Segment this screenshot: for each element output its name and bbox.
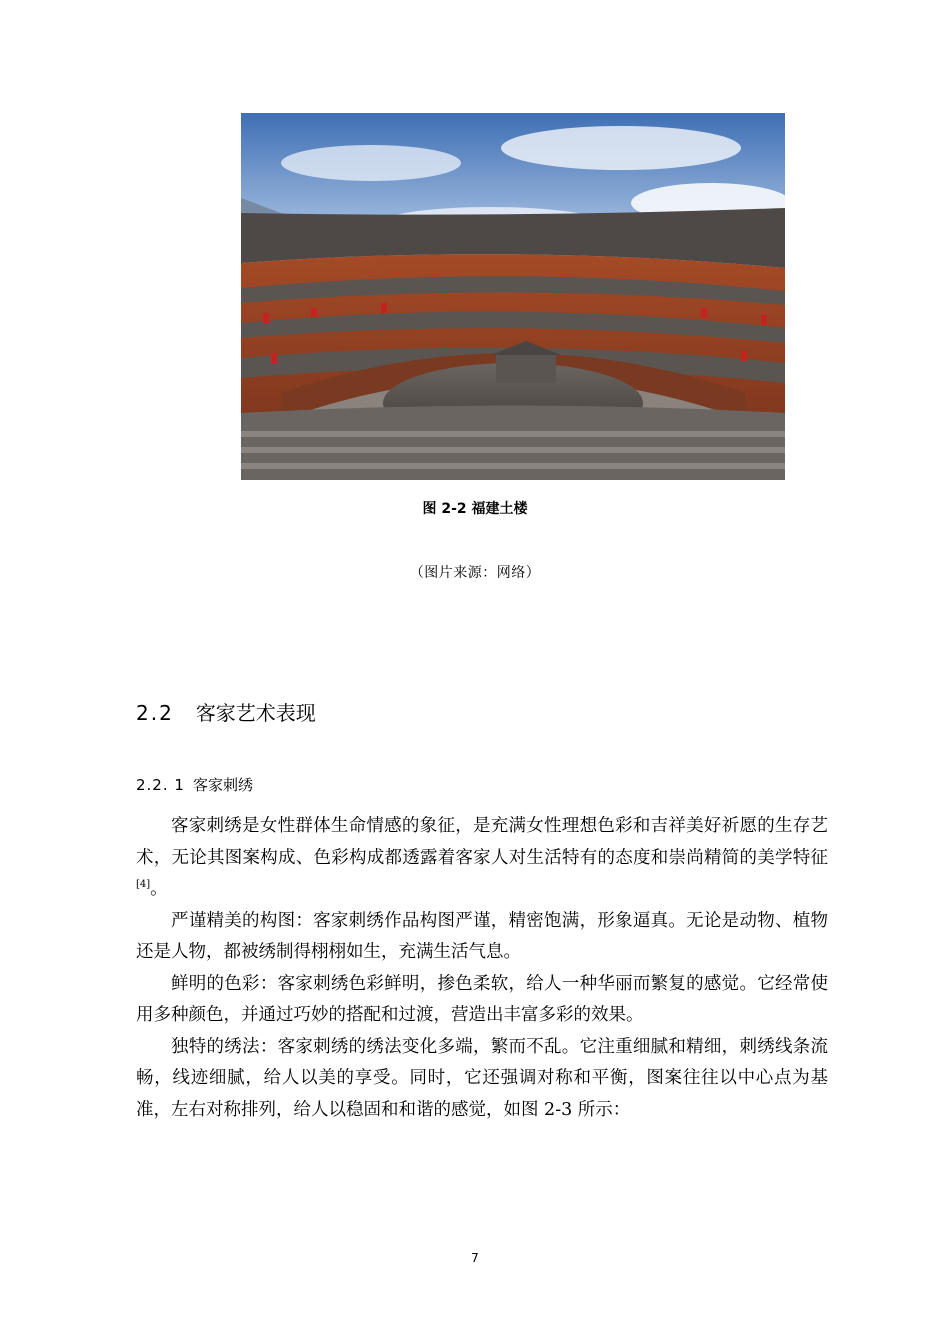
citation: [4]: [136, 879, 151, 890]
paragraph: 独特的绣法：客家刺绣的绣法变化多端，繁而不乱。它注重细腻和精细，刺绣线条流畅，线迹细腻，给人以美的享受。同时，它还强调对称和平衡，图案往往以中心点为基准，左右对称排列，给人以稳固和和谐的感觉，如图 2-3 所示：: [136, 1036, 828, 1120]
paragraph-end: 。: [150, 879, 168, 899]
section-heading: [136, 697, 316, 726]
paragraph: 严谨精美的构图：客家刺绣作品构图严谨，精密饱满，形象逼真。无论是动物、植物还是人物，都被绣制得栩栩如生，充满生活气息。: [136, 910, 828, 962]
tulou-photo-svg: [241, 113, 785, 480]
cloud: [501, 126, 741, 170]
section-number: 2.2: [136, 701, 174, 725]
page-number: 7: [471, 1251, 479, 1265]
paragraph: 鲜明的色彩：客家刺绣色彩鲜明，掺色柔软，给人一种华丽而繁复的感觉。它经常使用多种颜色，并通过巧妙的搭配和过渡，营造出丰富多彩的效果。: [136, 973, 828, 1025]
cloud: [281, 145, 461, 181]
subsection-number: 2.2. 1: [136, 776, 185, 794]
section-title: 客家艺术表现: [195, 701, 316, 725]
tile-rows: [241, 431, 785, 469]
body-text: [136, 811, 828, 1126]
subsection-title: 客家刺绣: [192, 776, 253, 794]
subsection-heading: [136, 774, 253, 795]
ancestral-hall: [496, 353, 556, 383]
paragraph: [136, 811, 828, 906]
figure-source: （图片来源：网络）: [409, 565, 541, 581]
tulou-photo: [241, 113, 785, 480]
figure-caption: 图 2-2 福建土楼: [422, 501, 528, 517]
paragraph-text: 客家刺绣是女性群体生命情感的象征，是充满女性理想色彩和吉祥美好祈愿的生存艺术，无论其图案构成、色彩构成都透露着客家人对生活特有的态度和崇尚精简的美学特征: [136, 816, 828, 868]
